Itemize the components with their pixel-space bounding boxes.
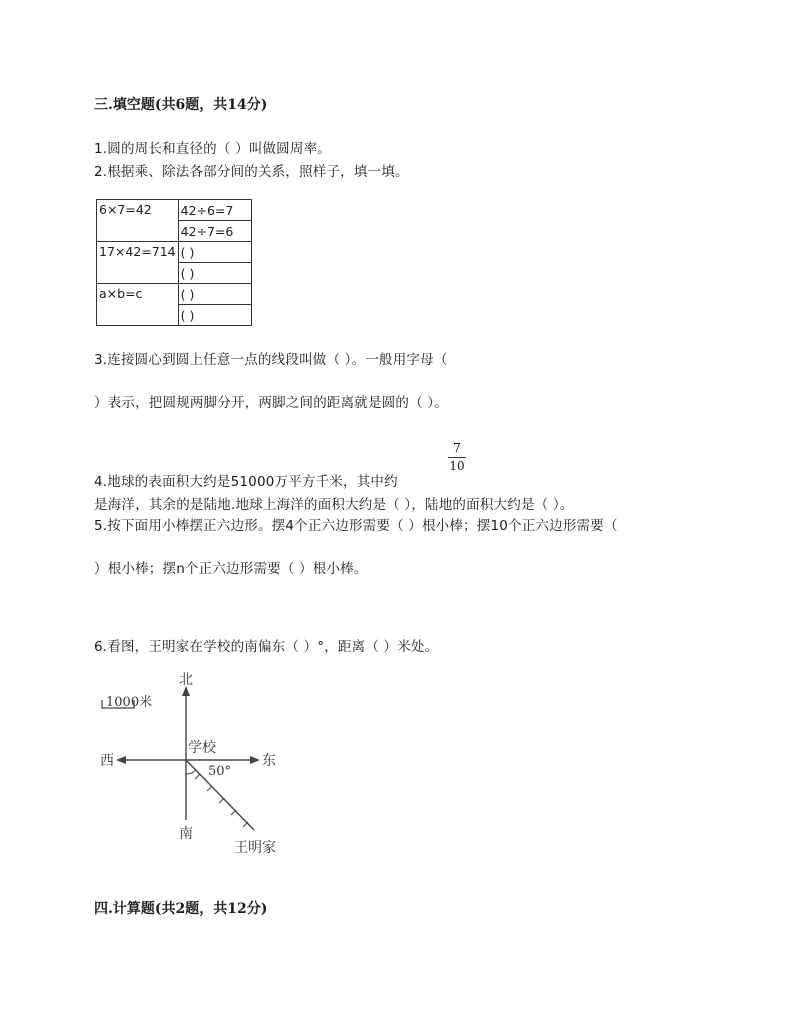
table-row [97, 242, 252, 263]
table-cell: 42÷7=6 [178, 221, 251, 242]
answer-blank: ( ) [178, 305, 251, 326]
west-arrow-icon [116, 756, 126, 764]
section4-heading: 四.计算题(共2题，共12分) [94, 901, 268, 917]
table-cell: a×b=c [97, 284, 179, 326]
table-row [97, 200, 252, 221]
answer-blank: ( ) [178, 242, 251, 263]
question-6: 6.看图，王明家在学校的南偏东（ ）°，距离（ ）米处。 [94, 639, 439, 655]
question-4-line-1: 4.地球的表面积大约是51000万平方千米，其中约 [94, 474, 398, 490]
angle-arc [186, 770, 196, 774]
south-label: 南 [179, 826, 193, 842]
fraction-numerator: 7 [453, 441, 461, 455]
north-label: 北 [179, 672, 193, 688]
table-cell: 6×7=42 [97, 200, 179, 242]
scale-label: 1000米 [106, 695, 153, 710]
question-1: 1.圆的周长和直径的（ ）叫做圆周率。 [94, 141, 331, 157]
east-label: 东 [262, 753, 276, 769]
table-row [97, 284, 252, 305]
question-3-line-1: 3.连接圆心到圆上任意一点的线段叫做（ ）。一般用字母（ [94, 352, 448, 368]
angle-label: 50° [208, 764, 232, 779]
direction-map [94, 670, 294, 860]
section3-heading: 三.填空题(共6题，共14分) [94, 97, 268, 113]
question-5-line-1: 5.按下面用小棒摆正六边形。摆4个正六边形需要（ ）根小棒；摆10个正六边形需要（ [94, 518, 618, 534]
school-label: 学校 [188, 740, 216, 756]
table-cell: 17×42=714 [97, 242, 179, 284]
answer-blank: ( ) [178, 284, 251, 305]
question-2: 2.根据乘、除法各部分间的关系，照样子，填一填。 [94, 164, 409, 180]
fraction-seven-tenths [448, 441, 466, 474]
west-label: 西 [100, 753, 114, 769]
answer-blank: ( ) [178, 263, 251, 284]
table-cell: 42÷6=7 [178, 200, 251, 221]
question-5-line-2: ）根小棒；摆n个正六边形需要（ ）根小棒。 [94, 561, 368, 577]
fraction-denominator: 10 [449, 459, 465, 473]
fraction-bar [448, 457, 466, 458]
question-4-line-2: 是海洋，其余的是陆地.地球上海洋的面积大约是（ ），陆地的面积大约是（ ）。 [94, 497, 574, 513]
hatch-marks [195, 774, 248, 827]
east-arrow-icon [250, 756, 260, 764]
home-label: 王明家 [234, 840, 276, 856]
relation-table [96, 199, 252, 326]
question-3-line-2: ）表示，把圆规两脚分开，两脚之间的距离就是圆的（ ）。 [94, 395, 448, 411]
